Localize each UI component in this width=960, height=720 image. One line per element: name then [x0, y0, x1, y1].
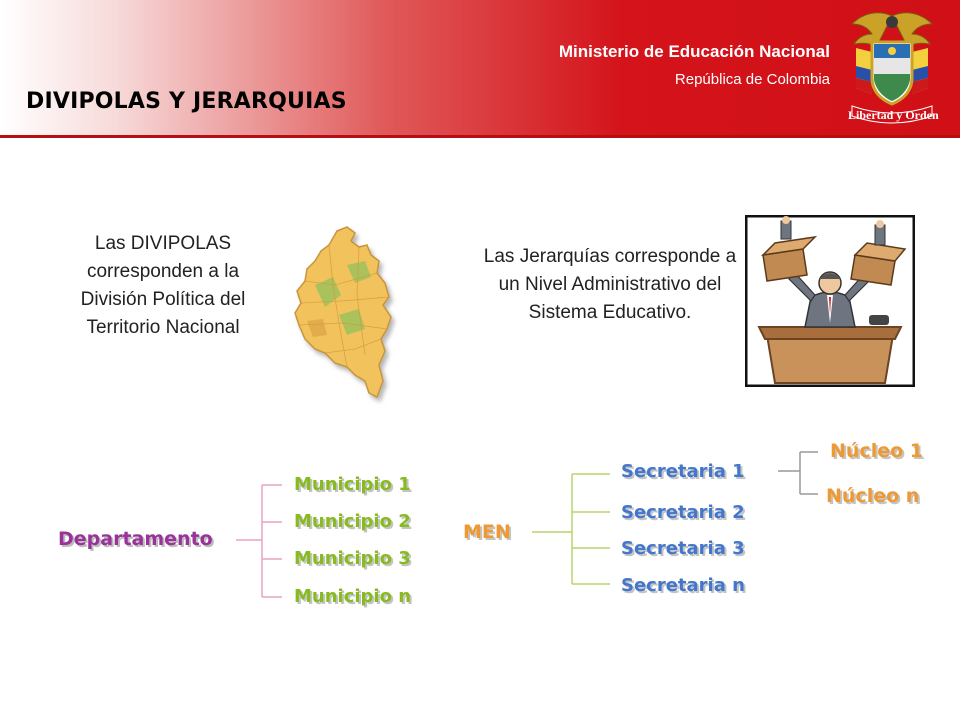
divipolas-description: Las DIVIPOLAS corresponden a la División Política del Territorio Nacional [80, 233, 246, 338]
municipio-label: Municipio n [294, 586, 412, 607]
seal-motto: Libertad y Orden [848, 108, 939, 122]
official-holding-boxes-icon [745, 215, 915, 387]
ministry-name: Ministerio de Educación Nacional [558, 42, 830, 61]
hierarchy-description: Las Jerarquías corresponde a un Nivel Administrativo del Sistema Educativo. [483, 246, 737, 323]
municipio-label: Municipio 3 [294, 548, 411, 569]
colombia-map-icon [285, 225, 400, 405]
municipio-label: Municipio 1 [294, 474, 411, 495]
nucleo-label: Núcleo n [826, 485, 920, 507]
header-divider [0, 135, 960, 138]
republic-name: República de Colombia [674, 71, 830, 88]
page-title: DIVIPOLAS Y JERARQUIAS [26, 89, 347, 114]
secretaria-label: Secretaria 2 [621, 502, 745, 523]
hierarchy-connectors [0, 420, 960, 620]
header-banner [0, 0, 960, 137]
secretaria-connector [778, 452, 818, 494]
municipio-label: Municipio 2 [294, 511, 411, 532]
secretaria-label: Secretaria 1 [621, 461, 745, 482]
secretaria-label: Secretaria 3 [621, 538, 745, 559]
men-connector [532, 474, 610, 584]
departamento-label: Departamento [58, 528, 213, 550]
nucleo-label: Núcleo 1 [830, 440, 923, 462]
men-label: MEN [463, 521, 511, 543]
secretaria-label: Secretaria n [621, 575, 745, 596]
departamento-connector [236, 485, 282, 597]
